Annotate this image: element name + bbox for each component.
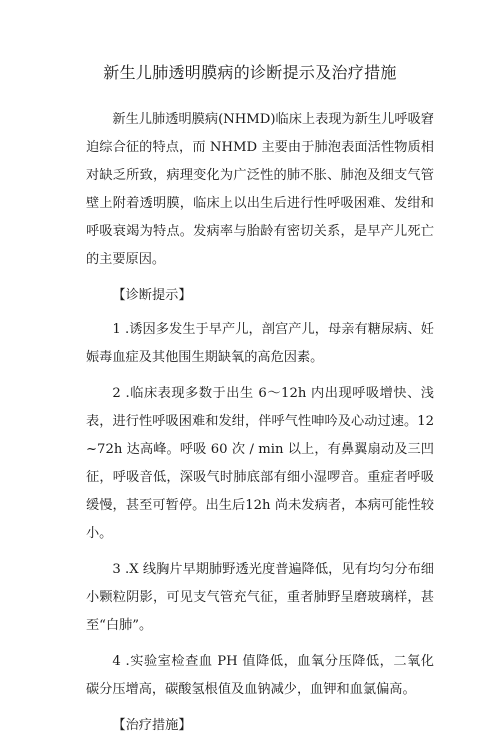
diagnosis-heading: 【诊断提示】 bbox=[112, 288, 192, 303]
intro-paragraph: 新生儿肺透明膜病(NHMD)临床上表现为新生儿呼吸窘迫综合征的特点，而 NHMD 主要由于肺泡表面活性物质相对缺乏所致，病理变化为广泛性的肺不胀、肺泡及细支气管壁上附着透明膜，临床上以出生后进行性呼吸困难、发绀和呼吸衰竭为特点。发病率与胎龄有密切关系，是早产儿死亡的主要原因。 bbox=[86, 112, 434, 267]
document-title: 新生儿肺透明膜病的诊断提示及治疗措施 bbox=[103, 63, 397, 82]
document-body bbox=[86, 106, 434, 746]
diagnosis-item-4: 4 .实验室检查血 PH 值降低，血氧分压降低，二氧化碳分压增高，碳酸氢根值及血钠减少，血钾和血氯偏高。 bbox=[86, 654, 434, 697]
diagnosis-item-1: 1 .诱因多发生于早产儿，剖宫产儿，母亲有糖尿病、妊娠毒血症及其他围生期缺氧的高危因素。 bbox=[86, 322, 434, 365]
treatment-heading: 【治疗措施】 bbox=[112, 718, 192, 733]
diagnosis-item-3: 3 .X 线胸片早期肺野透光度普遍降低，见有均匀分布细小颗粒阴影，可见支气管充气征，重者肺野呈磨玻璃样，甚至“白肺”。 bbox=[86, 562, 434, 633]
diagnosis-item-2: 2 .临床表现多数于出生 6～12h 内出现呼吸增快、浅表，进行性呼吸困难和发绀，伴呼气性呻吟及心动过速。12~72h 达高峰。呼吸 60 次 / min 以上，有鼻翼扇动及三凹征，呼吸音低，深吸气时肺底部有细小湿啰音。重症者呼吸缓慢，甚至可暂停。出生后12h 尚未发病者，本病可能性较小。 bbox=[86, 386, 434, 541]
